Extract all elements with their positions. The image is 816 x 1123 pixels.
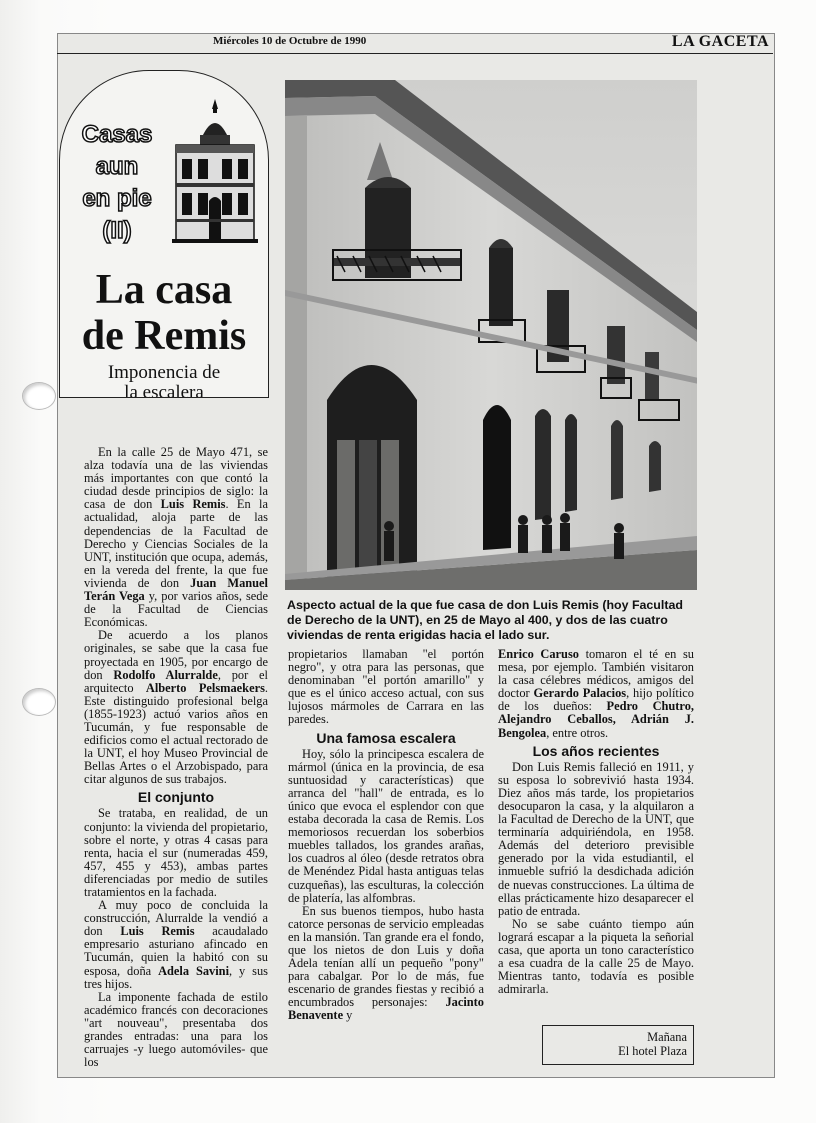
title-line: La casa	[95, 267, 233, 313]
subtitle-line: la escalera	[124, 382, 204, 398]
person-name: Alberto Pelsmaekers	[145, 680, 265, 695]
section-heading: Una famosa escalera	[316, 729, 456, 746]
subtitle-line: Imponencia de	[107, 362, 221, 383]
photo-caption: Aspecto actual de la que fue casa de don Luis Remis (hoy Facultad de Derecho de la UNT), en 25 de Mayo al 400, y dos de las cuatro viviendas de renta erigidas hacia el lado sur.	[287, 598, 683, 642]
paragraph: Se trataba, en realidad, de un conjunto: la vivienda del propietario, sobre el norte, y otras 4 casas para renta, hacia el sur (numeradas 459, 457, 455 y 453), ambas partes diferenciadas por medio de sutiles tratamientos en la fachada.	[84, 806, 268, 899]
paragraph: Don Luis Remis falleció en 1911, y su esposa lo sobrevivió hasta 1934. Diez años más tarde, los propietarios desocuparon la casa, y la alquilaron a la Facultad de Derecho de la UNT, que terminaría adquiriéndola, en 1958. Además del deterioro previsible generado por la vida estudiantil, el inmueble sufrió la desdichada adición de nuevas construcciones. La última de ellas prácticamente hizo desaparecer el patio de entrada.	[498, 759, 694, 918]
series-title	[64, 119, 170, 247]
article-column-1	[84, 446, 268, 1069]
person-name: Pedro Chutro, Alejandro Ceballos, Adrián J. Bengolea	[498, 699, 694, 740]
paragraph: propietarios llamaban "el portón negro", y otra para las personas, que denominaban "el portón amarillo" y que es el único acceso actual, con sus lujosos mármoles de Carrara en las paredes.	[288, 647, 484, 727]
article-subtitle	[60, 363, 268, 398]
feature-title-box	[59, 70, 269, 398]
paragraph: Enrico Caruso tomaron el té en su mesa, por ejemplo. También visitaron la casa célebres médicos, amigos del doctor Gerardo Palacios, hijo político de los dueños: Pedro Chutro, Alejandro Ceballos, Adrián J. Bengolea, entre otros.	[498, 647, 694, 740]
person-name: Luis Remis	[160, 497, 226, 512]
person-name: Juan Manuel Terán Vega	[84, 575, 268, 604]
next-label: Mañana	[647, 1030, 687, 1044]
title-line: de Remis	[81, 313, 247, 359]
paragraph: La imponente fachada de estilo académico francés con decoraciones "art nouveau", presentaba dos grandes entradas: una para los carruajes -y luego automóviles- que los	[84, 989, 268, 1070]
article-title	[60, 267, 268, 359]
person-name: Gerardo Palacios	[533, 686, 627, 701]
article-column-3	[498, 648, 694, 996]
person-name: Adela Savini	[158, 963, 230, 978]
next-installment-box	[542, 1025, 694, 1065]
paragraph: No se sabe cuánto tiempo aún logrará escapar a la piqueta la señorial casa, que aporta un tono característico a esa cuadra de la calle 25 de Mayo. Mientras tanto, todavía es posible admirarla.	[498, 916, 694, 997]
paragraph: En la calle 25 de Mayo 471, se alza todavía una de las viviendas más importantes con que contó la ciudad desde principios de siglo: la casa de don Luis Remis. En la actualidad, aloja parte de las dependencias de la Facultad de Derecho y Ciencias Sociales de la UNT, institución que ocupa, además, en la vereda del frente, la que fue vivienda de don Juan Manuel Terán Vega y, por varios años, sede de la Facultad de Ciencias Económicas.	[84, 445, 268, 630]
series-line: (II)	[102, 217, 132, 244]
person-name: Jacinto Benavente	[288, 995, 484, 1023]
next-title: El hotel Plaza	[618, 1044, 687, 1058]
page-header	[57, 33, 773, 54]
article-column-2	[288, 648, 484, 1023]
house-photo	[285, 80, 697, 590]
issue-date: Miércoles 10 de Octubre de 1990	[213, 35, 367, 47]
building-facade-icon	[172, 97, 258, 247]
person-name: Enrico Caruso	[498, 647, 579, 661]
section-heading: Los años recientes	[532, 742, 660, 759]
series-line: aun	[95, 153, 139, 180]
person-name: Luis Remis	[120, 924, 195, 939]
paragraph: De acuerdo a los planos originales, se sabe que la casa fue proyectada en 1905, por encargo de don Rodolfo Alurralde, por el arquitecto Alberto Pelsmaekers. Este distinguido profesional belga (1855-1923) actuó varios años en Tucumán, y fue responsable de edificios como el actual rectorado de la UNT, el hoy Museo Provincial de Bellas Artes o el Arzobispado, para citar algunos de sus trabajos.	[84, 628, 269, 787]
binder-hole	[22, 688, 56, 716]
binder-hole	[22, 382, 56, 410]
paragraph: En sus buenos tiempos, hubo hasta catorce personas de servicio empleadas en la mansión. Tan grande era el fondo, que los nietos de don Luis y doña Adela tenían allí un pequeño "pony" para cabalgar. Por lo de más, fue escenario de grandes fiestas y recibió a encumbrados personajes: Jacinto Benavente y	[288, 903, 484, 1023]
newspaper-name: LA GACETA	[671, 33, 769, 50]
series-line: en pie	[82, 185, 152, 212]
paragraph: A muy poco de concluida la construcción, Alurralde la vendió a don Luis Remis acaudalado empresario asturiano afincado en Tucumán, quien la habitó con su esposa, doña Adela Savini, y sus tres hijos.	[84, 898, 269, 991]
paragraph: Hoy, sólo la principesca escalera de mármol (única en la provincia, de esa suntuosidad y características) que arranca del "hall" de entrada, es lo único que evoca el esplendor con que estaba decorada la casa de Remis. Los memoriosos recuerdan los soberbios muebles tallados, los grandes arañas, los cuadros al óleo (desde retratos obra de Menéndez Pidal hasta antiguas telas cuzqueñas), las esculturas, la colección de platería, las alfombras.	[288, 746, 484, 905]
section-heading: El conjunto	[137, 789, 215, 806]
series-line: Casas	[81, 121, 153, 148]
person-name: Rodolfo Alurralde	[113, 667, 218, 682]
